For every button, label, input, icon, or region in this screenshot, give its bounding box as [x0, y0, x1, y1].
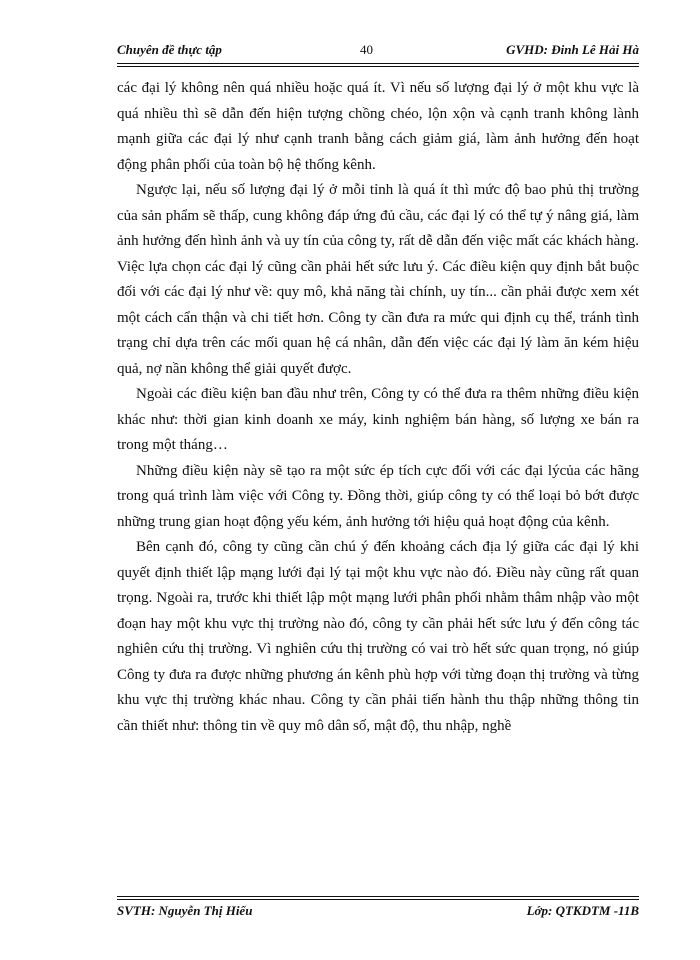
paragraph-5: Bên cạnh đó, công ty cũng cần chú ý đến khoảng cách địa lý giữa các đại lý khi quyết định thiết lập mạng lưới đại lý tại một khu vực nào đó. Điều này cũng rất quan trọng. Ngoài ra, trước khi thiết lập một mạng lưới phân phối nhằm thâm nhập vào một đoạn hay một khu vực thị trường nào đó, công ty cần phải hết sức lưu ý đến công tác nghiên cứu thị trường. Vì nghiên cứu thị trường có vai trò hết sức quan trọng, nó giúp Công ty đưa ra được những phương án kênh phù hợp với từng đoạn thị trường và từng khu vực thị trường khác nhau. Công ty cần phải tiến hành thu thập những thông tin cần thiết như: thông tin về quy mô dân số, mật độ, thu nhập, nghề — [117, 539, 639, 734]
page-number: 40 — [360, 42, 373, 57]
header-rule — [117, 63, 639, 64]
paragraph-3: Ngoài các điều kiện ban đầu như trên, Công ty có thể đưa ra thêm những điều kiện khác như: thời gian kinh doanh xe máy, kinh nghiệm bán hàng, số lượng xe bán ra trong một tháng… — [117, 386, 639, 453]
header-supervisor: GVHD: Đinh Lê Hải Hà — [506, 42, 639, 57]
footer-rule — [117, 896, 639, 897]
header-rule-double — [117, 66, 639, 67]
header-title: Chuyên đề thực tập — [117, 42, 222, 57]
paragraph-1: các đại lý không nên quá nhiều hoặc quá ít. Vì nếu số lượng đại lý ở một khu vực là quá nhiều thì sẽ dẫn đến hiện tượng chồng chéo, lộn xộn và cạnh tranh không lành mạnh giữa các đại lý như cạnh tranh bằng cách giảm giá, làm ảnh hưởng đến hoạt động phân phối của toàn bộ hệ thống kênh. — [117, 80, 639, 173]
page-footer — [117, 903, 639, 923]
footer-student: SVTH: Nguyễn Thị Hiếu — [117, 903, 253, 918]
page-header — [117, 40, 639, 60]
footer-class: Lớp: QTKDTM -11B — [526, 903, 639, 918]
document-body — [117, 76, 639, 739]
paragraph-4: Những điều kiện này sẽ tạo ra một sức ép tích cực đối với các đại lýcủa các hãng trong quá trình làm việc với Công ty. Đồng thời, giúp công ty có thể loại bỏ bớt được những trung gian hoạt động yếu kém, ảnh hưởng tới hiệu quả hoạt động của kênh. — [117, 462, 639, 530]
footer-rule-double — [117, 899, 639, 900]
paragraph-2: Ngược lại, nếu số lượng đại lý ở mỗi tỉnh là quá ít thì mức độ bao phủ thị trường của sản phẩm sẽ thấp, cung không đáp ứng đủ cầu, các đại lý có thể tự ý nâng giá, làm ảnh hưởng đến hình ảnh và uy tín của công ty, rất dễ dẫn đến việc mất các khách hàng. Việc lựa chọn các đại lý cũng cần phải hết sức lưu ý. Các điều kiện quy định bắt buộc đối với các đại lý như về: quy mô, khả năng tài chính, uy tín... cần phải được xem xét một cách cẩn thận và chi tiết hơn. Công ty cần đưa ra mức qui định cụ thể, tránh tình trạng chỉ dựa trên các mối quan hệ cá nhân, dẫn đến việc các đại lý làm ăn kém hiệu quả, nợ nần không thể giải quyết được. — [117, 182, 639, 377]
